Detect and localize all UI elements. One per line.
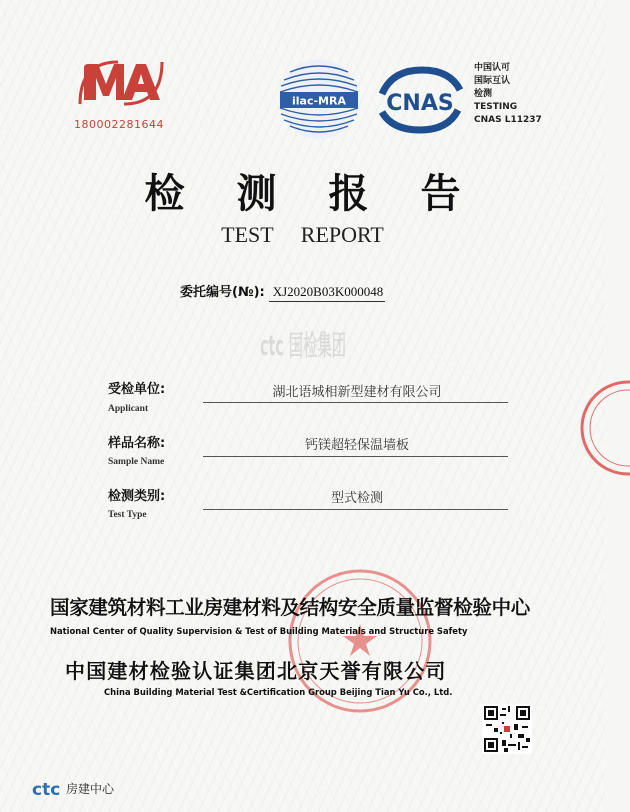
organization-2-cn: 中国建材检验认证集团北京天誉有限公司 (65, 659, 447, 683)
ctc-logo-text: ctc (32, 780, 61, 800)
cnas-caption-line: TESTING (474, 102, 518, 112)
watermark-text: ctc 国检集团 (260, 329, 346, 362)
seal-edge-stamp (570, 378, 630, 478)
sample-name-underline (203, 456, 508, 457)
cnas-logo (372, 66, 468, 134)
sample-name-label-en: Sample Name (108, 457, 165, 467)
cnas-caption-line: 检测 (474, 89, 493, 99)
ilac-mra-logo (276, 56, 362, 142)
cma-number: 180002281644 (74, 118, 164, 131)
sample-name-value: 钙镁超轻保温墙板 (304, 438, 409, 453)
qr-code[interactable] (482, 704, 532, 754)
ctc-watermark (258, 325, 348, 385)
applicant-label-en: Applicant (108, 404, 149, 414)
title-english: TEST REPORT (221, 222, 384, 247)
sample-name-label: 样品名称: (108, 436, 166, 451)
cnas-caption-line: CNAS L11237 (474, 115, 542, 125)
organization-1-en: National Center of Quality Supervision & Test of Building Materials and Structure Safety (50, 626, 468, 636)
title-chinese: 检测报告 (144, 171, 513, 217)
test-type-underline (203, 509, 508, 510)
applicant-underline (203, 402, 508, 403)
cnas-logo-text: CNAS (386, 91, 454, 116)
organization-1-cn: 国家建筑材料工业房建材料及结构安全质量监督检验中心 (50, 596, 531, 619)
applicant-value: 湖北语城相新型建材有限公司 (272, 385, 442, 400)
test-type-value: 型式检测 (330, 491, 383, 506)
organization-2-en: China Building Material Test &Certification Group Beijing Tian Yu Co., Ltd. (104, 687, 453, 697)
cnas-caption (474, 62, 542, 127)
cnas-caption-line: 中国认可 (474, 63, 511, 73)
test-type-label-en: Test Type (108, 510, 147, 520)
footer-label: 房建中心 (66, 782, 115, 796)
report-number (180, 281, 385, 302)
report-number-value: XJ2020B03K000048 (269, 284, 386, 302)
test-type-label: 检测类别: (108, 489, 166, 504)
ilac-logo-text: ilac-MRA (292, 94, 346, 108)
report-number-label: 委托编号(№): (180, 285, 265, 300)
cnas-caption-line: 国际互认 (474, 76, 511, 86)
cma-logo (78, 60, 164, 106)
applicant-label: 受检单位: (108, 382, 166, 397)
